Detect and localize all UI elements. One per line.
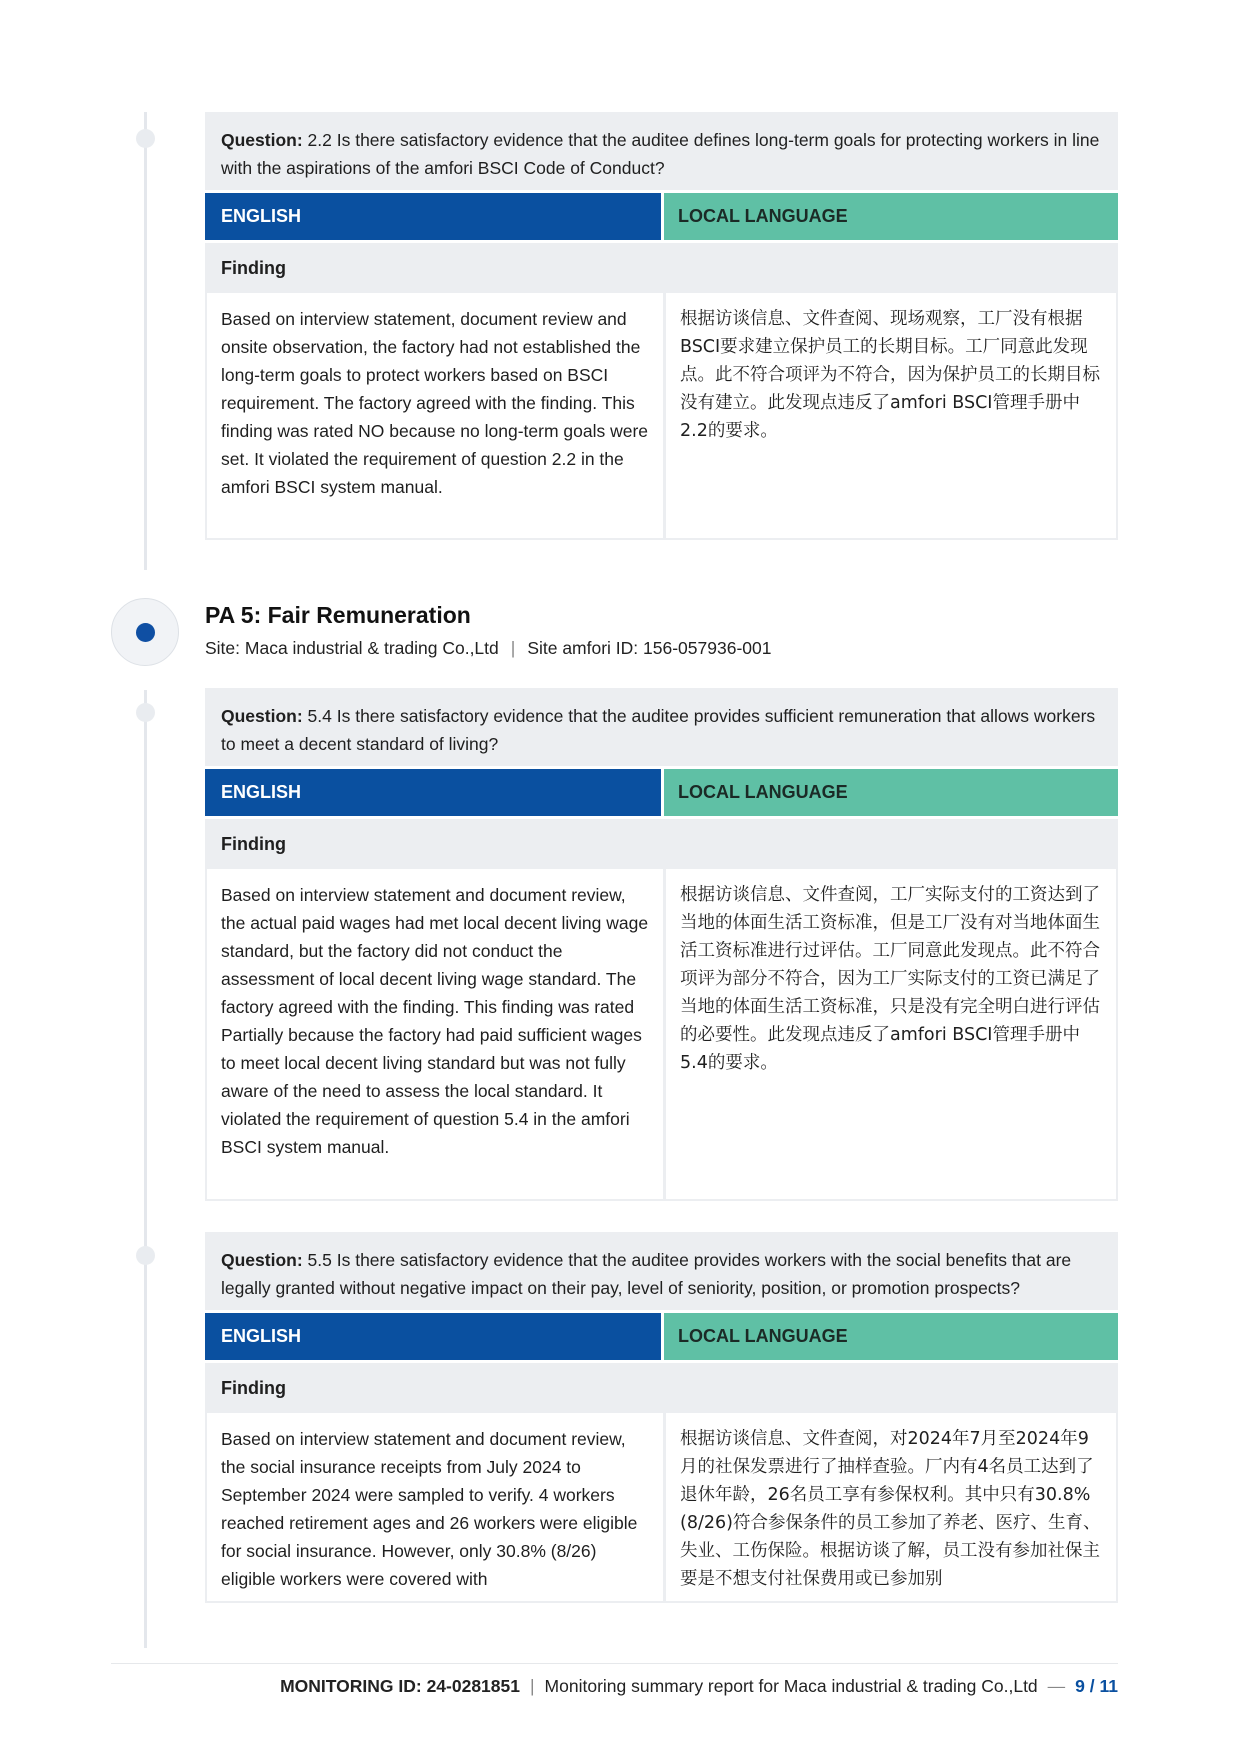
site-id: Site amfori ID: 156-057936-001 — [527, 638, 772, 658]
question-text: 2.2 Is there satisfactory evidence that the auditee defines long-term goals for protecting workers in line with the aspirations of the amfori BSCI Code of Conduct? — [221, 130, 1100, 178]
timeline-dot — [136, 703, 155, 722]
finding-content — [205, 293, 1118, 540]
section-title: PA 5: Fair Remuneration — [205, 602, 471, 628]
question-text: 5.4 Is there satisfactory evidence that the auditee provides sufficient remuneration that allows workers to meet a decent standard of living? — [221, 706, 1096, 754]
separator: | — [510, 638, 516, 658]
finding-english-text: Based on interview statement and document review, the social insurance receipts from July 2024 to September 2024 were sampled to verify. 4 workers reached retirement ages and 26 workers were eligible for social insurance. However, only 30.8% (8/26) eligible workers were covered with — [221, 1429, 638, 1589]
finding-label: Finding — [205, 1363, 1118, 1413]
section-site-info — [205, 638, 771, 659]
dash-separator: — — [1047, 1676, 1066, 1696]
page-number: 9 / 11 — [1075, 1676, 1118, 1696]
local-language-header: LOCAL LANGUAGE — [664, 1313, 1118, 1360]
language-header-row — [205, 1313, 1118, 1360]
question-block-5-5 — [205, 1232, 1118, 1603]
separator: | — [530, 1676, 535, 1696]
report-summary: Monitoring summary report for Maca industrial & trading Co.,Ltd — [544, 1676, 1038, 1696]
finding-english-text: Based on interview statement, document review and onsite observation, the factory had not established the long-term goals to protect workers based on BSCI requirement. The factory agreed with the finding. This finding was rated NO because no long-term goals were set. It violated the requirement of question 2.2 in the amfori BSCI system manual. — [221, 309, 649, 497]
local-language-header: LOCAL LANGUAGE — [664, 193, 1118, 240]
question-box — [205, 688, 1118, 766]
question-label: Question: — [221, 1250, 303, 1270]
english-header: ENGLISH — [205, 193, 661, 240]
local-language-header: LOCAL LANGUAGE — [664, 769, 1118, 816]
section-marker — [111, 598, 179, 666]
timeline-dot — [136, 129, 155, 148]
finding-label: Finding — [205, 243, 1118, 293]
finding-local-text: 根据访谈信息、文件查阅，对2024年7月至2024年9月的社保发票进行了抽样查验。厂内有4名员工达到了退休年龄，26名员工享有参保权利。其中只有30.8% (8/26)符合参保条件的员工参加了养老、医疗、生育、失业、工伤保险。根据访谈了解，员工没有参加社保主要是不想支付社保费用或已参加别 — [663, 1413, 1116, 1601]
english-header: ENGLISH — [205, 1313, 661, 1360]
question-label: Question: — [221, 130, 303, 150]
question-box — [205, 1232, 1118, 1310]
section-marker-dot — [136, 623, 155, 642]
english-header: ENGLISH — [205, 769, 661, 816]
language-header-row — [205, 769, 1118, 816]
finding-local-text: 根据访谈信息、文件查阅，工厂实际支付的工资达到了当地的体面生活工资标准，但是工厂没有对当地体面生活工资标准进行过评估。工厂同意此发现点。此不符合项评为部分不符合，因为工厂实际支付的工资已满足了当地的体面生活工资标准，只是没有完全明白进行评估的必要性。此发现点违反了amfori BSCI管理手册中5.4的要求。 — [663, 869, 1116, 1199]
finding-content — [205, 1413, 1118, 1603]
question-block-5-4 — [205, 688, 1118, 1201]
finding-local-text: 根据访谈信息、文件查阅、现场观察，工厂没有根据BSCI要求建立保护员工的长期目标。工厂同意此发现点。此不符合项评为不符合，因为保护员工的长期目标没有建立。此发现点违反了amfori BSCI管理手册中2.2的要求。 — [663, 293, 1116, 538]
timeline-line — [144, 690, 147, 1648]
finding-english-text: Based on interview statement and document review, the actual paid wages had met local decent living wage standard, but the factory did not conduct the assessment of local decent living wage standard. The factory agreed with the finding. This finding was rated Partially because the factory had paid sufficient wages to meet local decent living standard but was not fully aware of the need to assess the local standard. It violated the requirement of question 5.4 in the amfori BSCI system manual. — [221, 885, 649, 1157]
finding-content — [205, 869, 1118, 1201]
question-box — [205, 112, 1118, 190]
question-text: 5.5 Is there satisfactory evidence that the auditee provides workers with the social benefits that are legally granted without negative impact on their pay, level of seniority, position, or promotion prospects? — [221, 1250, 1072, 1298]
site-name: Site: Maca industrial & trading Co.,Ltd — [205, 638, 499, 658]
page-footer — [111, 1676, 1118, 1697]
footer-divider — [111, 1663, 1118, 1664]
finding-label: Finding — [205, 819, 1118, 869]
question-block-2-2 — [205, 112, 1118, 540]
timeline-dot — [136, 1246, 155, 1265]
question-label: Question: — [221, 706, 303, 726]
timeline-line — [144, 112, 147, 570]
language-header-row — [205, 193, 1118, 240]
monitoring-id: MONITORING ID: 24-0281851 — [280, 1676, 520, 1696]
